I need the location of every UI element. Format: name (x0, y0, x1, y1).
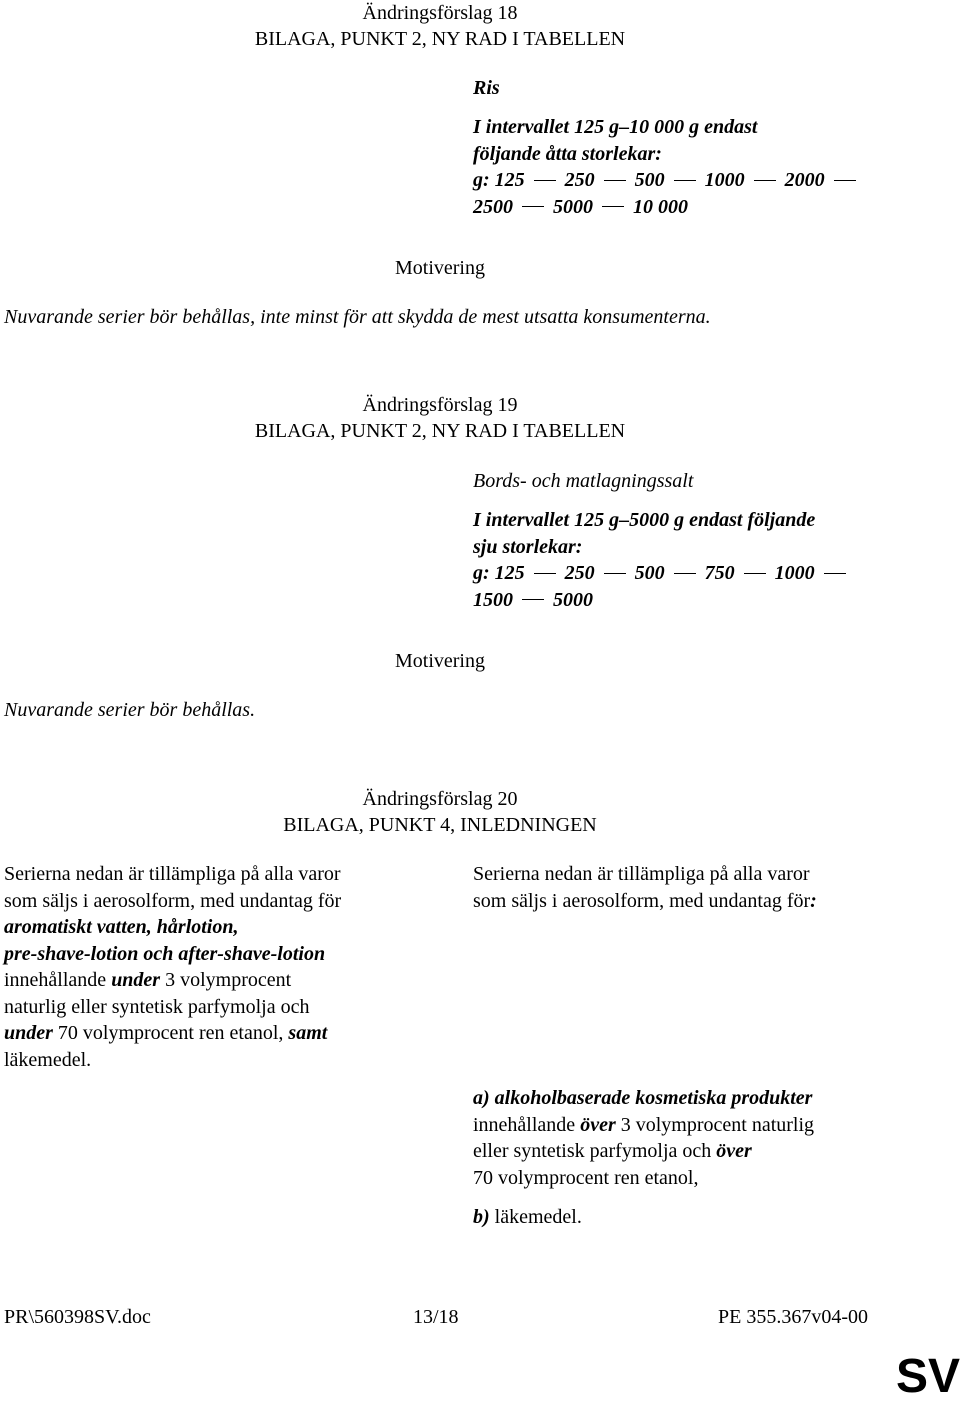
dash (522, 206, 544, 207)
text-line: pre-shave-lotion och after-shave-lotion (4, 942, 326, 965)
sizes-row (473, 194, 865, 221)
text-line: Serierna nedan är tillämpliga på alla varor (4, 863, 341, 885)
dash (534, 180, 556, 181)
text-fragment: 3 volymprocent (160, 969, 292, 991)
amendment-18-product: Ris (473, 77, 500, 99)
text-line (4, 967, 341, 994)
text-line (473, 1204, 582, 1231)
dash (674, 180, 696, 181)
size-value: 1500 (473, 588, 513, 611)
emphasis: : (810, 889, 817, 912)
dash (604, 180, 626, 181)
size-value: 2000 (784, 169, 825, 191)
text-fragment: läkemedel. (489, 1206, 582, 1228)
amendment-20-amended-text (473, 861, 817, 914)
text-line (4, 1020, 341, 1047)
size-value: 500 (634, 169, 665, 191)
text-line: aromatiskt vatten, hårlotion, (4, 916, 239, 938)
text-fragment: 70 volymprocent ren etanol, (52, 1022, 289, 1044)
emphasis: samt (288, 1022, 328, 1044)
emphasis: under (4, 1022, 53, 1044)
size-value: 2500 (473, 195, 513, 218)
emphasis: b) (473, 1206, 490, 1228)
text-line: som säljs i aerosolform, med undantag för (4, 889, 342, 912)
amendment-19-motivation-text: Nuvarande serier bör behållas. (4, 699, 256, 721)
size-value: 5000 (553, 588, 593, 611)
text-fragment: 3 volymprocent naturlig (615, 1113, 815, 1136)
dash (754, 180, 776, 181)
sizes-row (473, 587, 855, 614)
amendment-18-motivation-text: Nuvarande serier bör behållas, inte minst för att skydda de mest utsatta konsumenterna. (4, 306, 711, 328)
text-line: läkemedel. (4, 1048, 92, 1071)
emphasis: under (111, 969, 161, 991)
sizes-row (473, 167, 865, 194)
size-value: 250 (564, 169, 595, 191)
amendment-20-item-b (473, 1204, 582, 1231)
footer-doc-name: PR\560398SV.doc (4, 1306, 151, 1328)
dash (744, 573, 766, 574)
dash (834, 180, 856, 181)
language-mark: SV (896, 1350, 960, 1403)
emphasis: över (716, 1140, 752, 1162)
text-line: naturlig eller syntetisk parfymolja och (4, 995, 310, 1018)
amendment-20-title: Ändringsförslag 20 (362, 788, 518, 810)
text-fragment: som säljs i aerosolform, med undantag för (473, 889, 811, 912)
size-value: g: 125 (473, 562, 525, 584)
text-line: följande åtta storlekar: (473, 142, 662, 165)
text-line: I intervallet 125 g–5000 g endast följande (473, 509, 816, 531)
footer-page-number: 13/18 (413, 1306, 459, 1328)
text-line: I intervallet 125 g–10 000 g endast (473, 116, 758, 138)
dash (602, 206, 624, 207)
size-value: 10 000 (633, 195, 688, 218)
text-fragment: innehållande (4, 969, 112, 991)
text-line (473, 1138, 814, 1165)
amendment-20-item-a (473, 1085, 814, 1191)
text-line: Serierna nedan är tillämpliga på alla varor (473, 863, 810, 885)
size-value: g: 125 (473, 169, 525, 191)
text-line: 70 volymprocent ren etanol, (473, 1166, 699, 1189)
size-value: 250 (564, 562, 595, 584)
sizes-row (473, 560, 855, 587)
amendment-19-product: Bords- och matlagningssalt (473, 470, 694, 492)
amendment-18-title: Ändringsförslag 18 (362, 2, 518, 24)
text-fragment: innehållande (473, 1113, 581, 1136)
text-line (473, 1112, 814, 1139)
dash (674, 573, 696, 574)
amendment-19-title: Ändringsförslag 19 (362, 394, 518, 416)
footer-reference: PE 355.367v04-00 (718, 1306, 868, 1328)
text-line: a) alkoholbaserade kosmetiska produkter (473, 1087, 813, 1109)
dash (604, 573, 626, 574)
dash (824, 573, 846, 574)
text-line: sju storlekar: (473, 535, 583, 558)
dash (522, 599, 544, 600)
amendment-19-motivation-heading: Motivering (395, 650, 485, 672)
text-fragment: eller syntetisk parfymolja och (473, 1140, 717, 1162)
dash (534, 573, 556, 574)
amendment-18-text (473, 114, 865, 220)
size-value: 750 (704, 562, 735, 584)
amendment-19-text (473, 507, 855, 613)
amendment-20-original-text (4, 861, 341, 1073)
text-line (473, 888, 817, 915)
amendment-18-motivation-heading: Motivering (395, 257, 485, 279)
size-value: 1000 (774, 562, 815, 584)
amendment-20-subtitle: BILAGA, PUNKT 4, INLEDNINGEN (283, 814, 597, 836)
size-value: 5000 (553, 195, 593, 218)
size-value: 1000 (704, 169, 745, 191)
amendment-19-subtitle: BILAGA, PUNKT 2, NY RAD I TABELLEN (254, 420, 626, 442)
amendment-18-subtitle: BILAGA, PUNKT 2, NY RAD I TABELLEN (254, 28, 626, 50)
size-value: 500 (634, 562, 665, 584)
emphasis: över (580, 1113, 616, 1136)
